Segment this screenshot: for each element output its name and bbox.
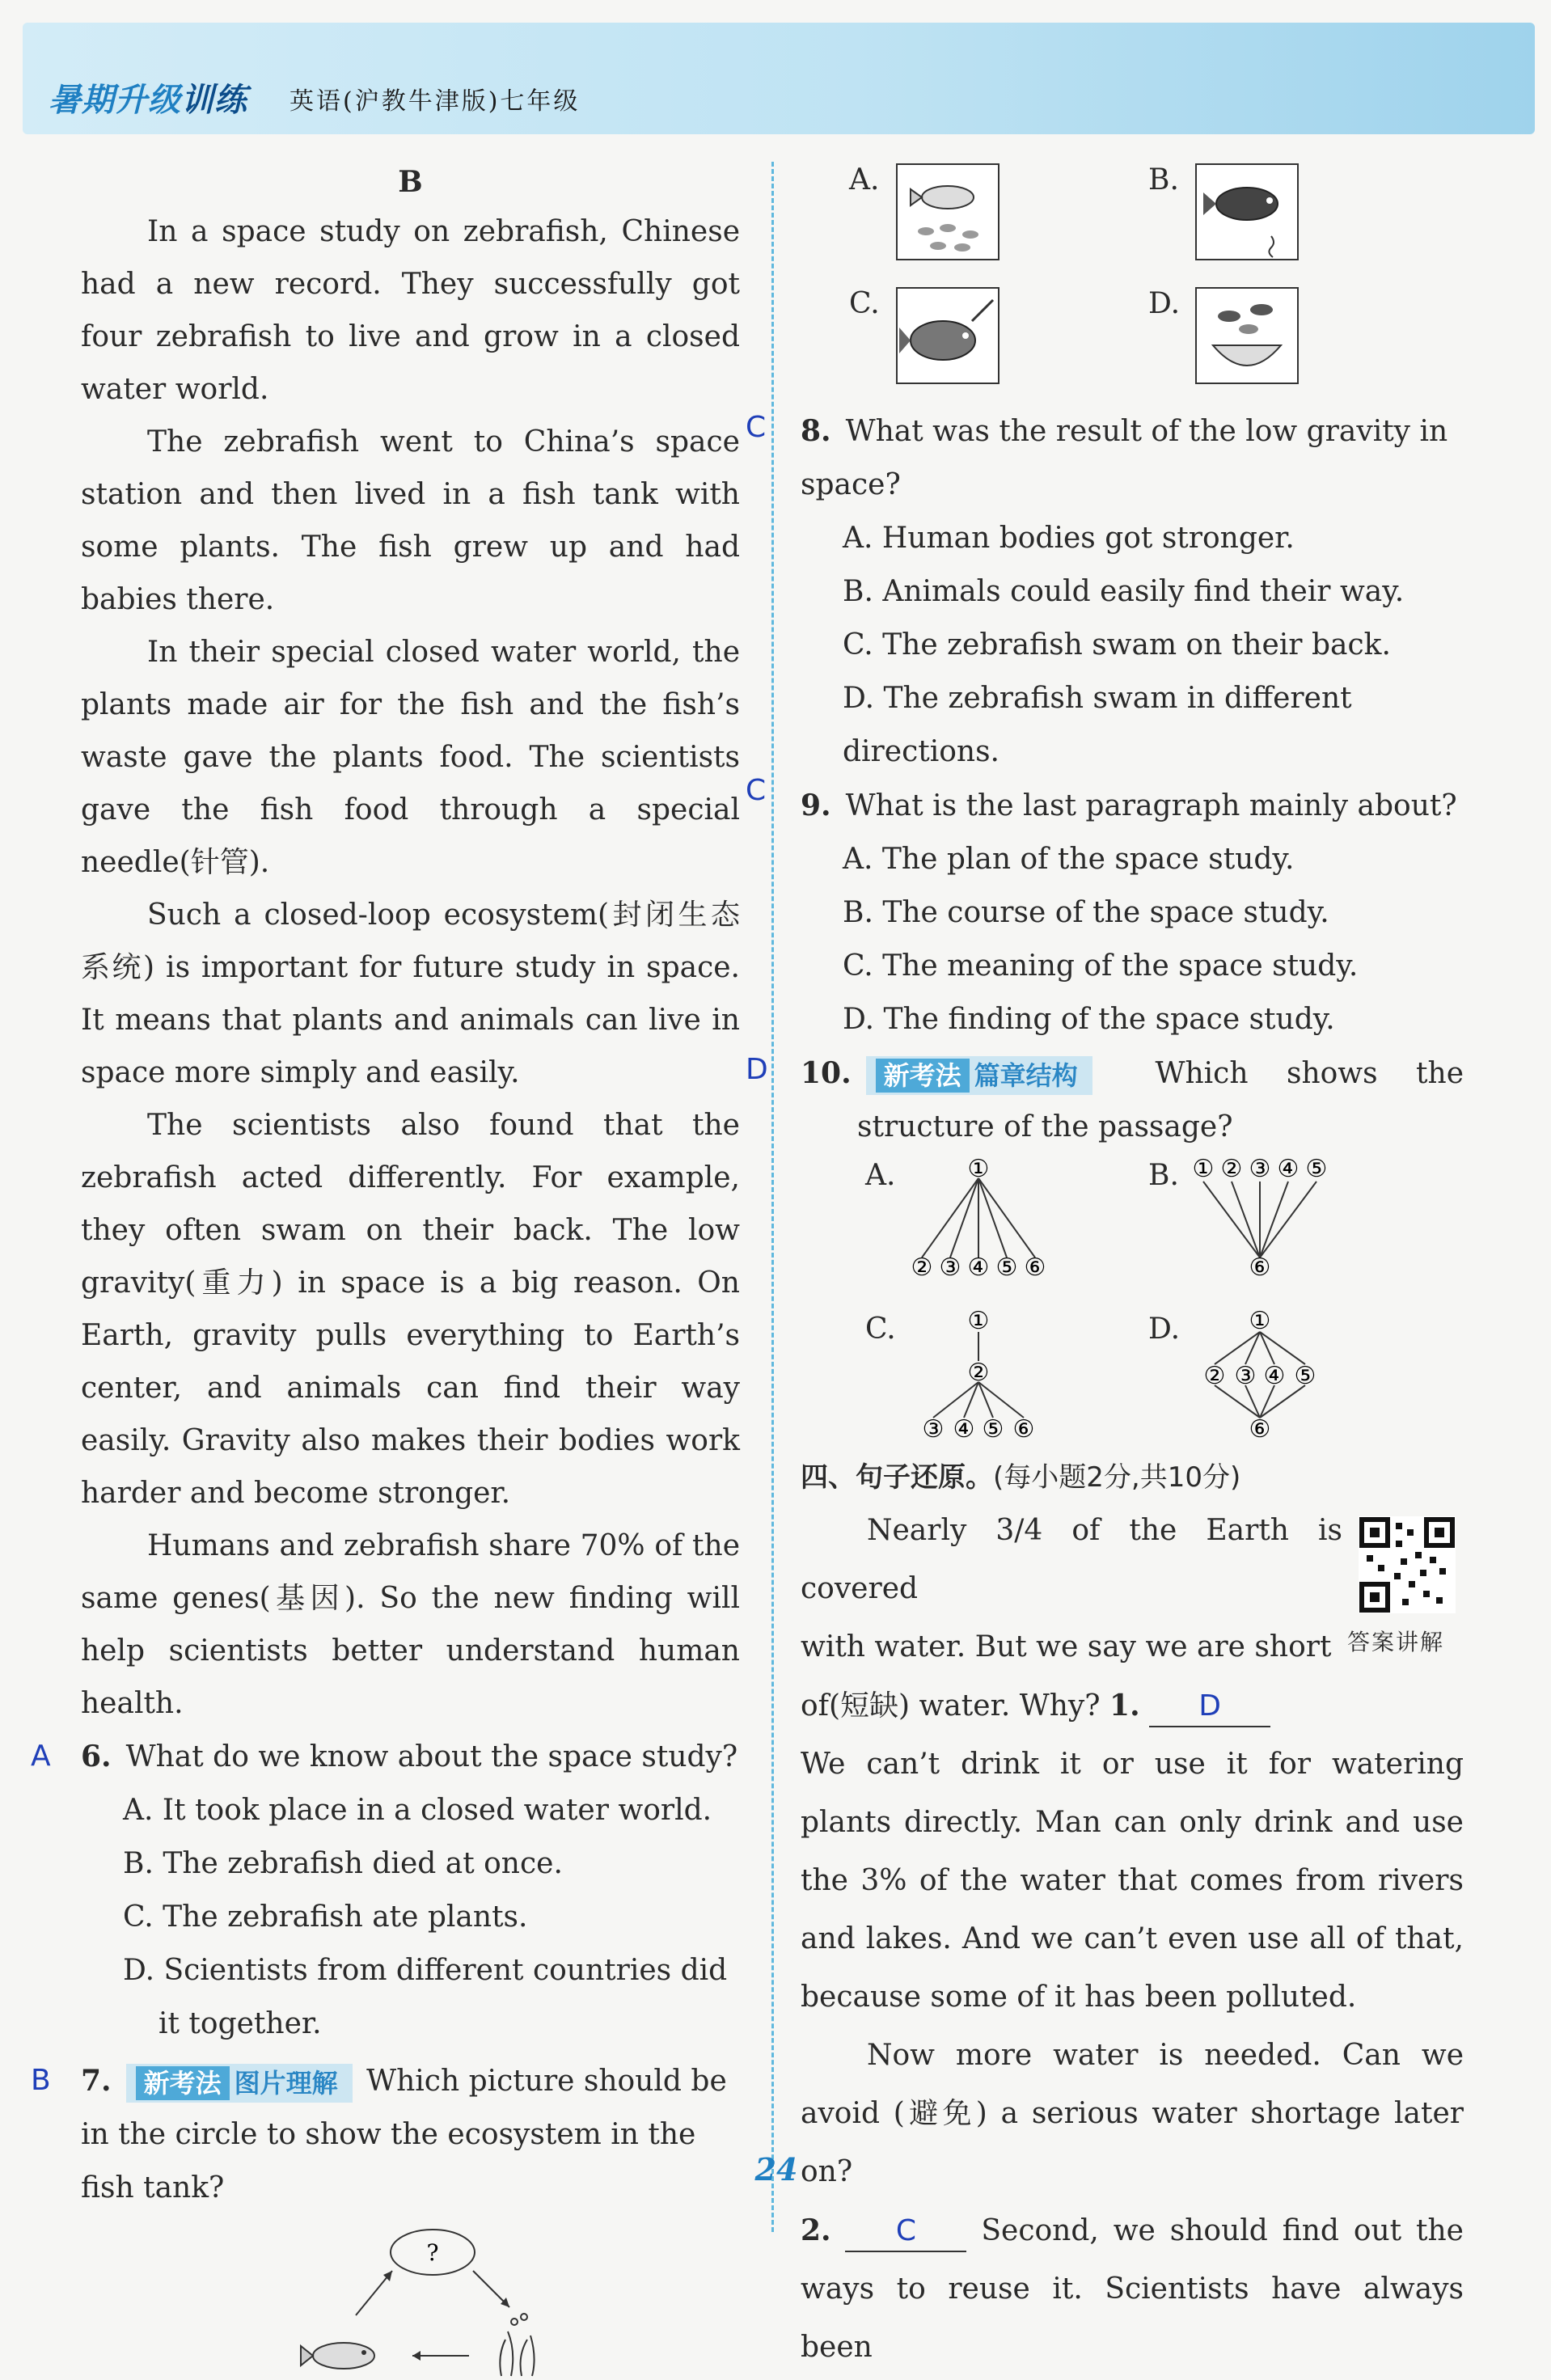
q9-number: 9.	[801, 788, 831, 822]
section-4-heading: 四、句子还原。	[801, 1461, 993, 1494]
q7-option-d-label: D.	[1148, 287, 1181, 320]
fish-school-image	[896, 163, 999, 260]
structure-b-diagram	[1187, 1154, 1333, 1283]
q8-option-d: D. The zebrafish swam in different directions.	[843, 682, 1352, 768]
q9-option-b: B. The course of the space study.	[843, 896, 1329, 929]
q8-option-a: A. Human bodies got stronger.	[843, 522, 1295, 555]
arrow-head	[412, 2351, 421, 2361]
node: ①	[967, 1155, 990, 1183]
node: ④	[1263, 1362, 1286, 1390]
node: ⑤	[1294, 1362, 1316, 1390]
q10-number: 10.	[801, 1056, 852, 1090]
q9-option-d: D. The finding of the space study.	[843, 1003, 1335, 1036]
q10-text-part1: Which shows the	[1155, 1056, 1464, 1090]
s4-line-3-text: of(短缺) water. Why?	[801, 1689, 1101, 1723]
s4-paragraph-1-rest: We can’t drink it or use it for watering plants directly. Man can only drink and use the 3% of the water that comes from rivers and lakes. And we can’t even use all of that, because some of it has been polluted.	[801, 1748, 1464, 2014]
question-8	[746, 404, 1464, 779]
question-7	[31, 2054, 740, 2380]
dark-fish-icon	[1197, 165, 1297, 259]
node: ④	[967, 1253, 990, 1282]
passage-paragraph-4: Such a closed-loop ecosystem(封闭生态系统) is important for future study in space. It means that plants and animals can live in space more simply and easily.	[81, 898, 740, 1089]
blank-2[interactable]: C	[845, 2215, 966, 2252]
section-4-note: (每小题2分,共10分)	[993, 1461, 1241, 1494]
passage-paragraph-2: The zebrafish went to China’s space station and then lived in a fish tank with some plants. The fish grew up and had babies there.	[81, 425, 740, 616]
node: ②	[1203, 1362, 1226, 1390]
qr-caption: 答案讲解	[1347, 1629, 1445, 1655]
q6-option-a: A. It took place in a closed water world.	[123, 1794, 712, 1827]
node: ②	[967, 1359, 990, 1387]
plant-icon	[500, 2314, 534, 2376]
answer-10: D	[746, 1053, 768, 1086]
q8-number: 8.	[801, 414, 831, 448]
node: ⑤	[995, 1253, 1018, 1282]
fish-bowl-icon	[1197, 289, 1297, 383]
section-4	[801, 1453, 1464, 2377]
brand-logo	[49, 74, 247, 120]
q10-option-b-label: B.	[1148, 1159, 1179, 1192]
passage-paragraph-3: In their special closed water world, the plants made air for the fish and the fish’s waste gave the plants food. The scientists gave the fish food through a special needle(针管).	[81, 636, 740, 879]
question-10	[746, 1046, 1464, 1453]
q7-option-c-label: C.	[849, 287, 880, 320]
brand-part2: 训练	[181, 82, 247, 119]
passage-paragraph-5: The scientists also found that the zebrafish acted differently. For example, they often swam on their back. The low gravity(重力) in space is a big reason. On Earth, gravity pulls everything to Earth’s center, and animals can find their way easily. Gravity also makes their bodies work harder and become stronger.	[81, 1109, 740, 1510]
structure-c-diagram	[906, 1306, 1051, 1444]
node: ①	[1192, 1155, 1215, 1183]
q8-text: What was the result of the low gravity in space?	[801, 415, 1448, 501]
q9-option-c: C. The meaning of the space study.	[843, 949, 1359, 983]
fish-bowl-image	[1195, 287, 1299, 384]
q10-option-a-label: A.	[865, 1159, 896, 1192]
q10-badge	[866, 1056, 1092, 1095]
blank-1[interactable]: D	[1149, 1690, 1270, 1727]
answer-8: C	[746, 411, 767, 444]
node: ④	[1277, 1155, 1300, 1183]
node: ①	[1249, 1307, 1271, 1335]
question-6	[31, 1730, 740, 2051]
s4-line-2: with water. But we say we are short	[801, 1630, 1332, 1663]
q10-badge-type: 篇章结构	[974, 1060, 1078, 1091]
column-divider	[771, 162, 774, 2232]
q8-option-b: B. Animals could easily find their way.	[843, 575, 1405, 608]
page-header	[23, 23, 1535, 134]
answer-6: A	[31, 1740, 51, 1773]
node: ③	[1234, 1362, 1257, 1390]
q7-option-a-label: A.	[849, 163, 880, 197]
book-subtitle: 英语(沪教牛津版)七年级	[289, 87, 581, 116]
passage-paragraph-6: Humans and zebrafish share 70% of the same genes(基因). So the new finding will help scientists better understand human health.	[81, 1529, 740, 1720]
section-4-title	[801, 1453, 1464, 1502]
q9-text: What is the last paragraph mainly about?	[845, 789, 1457, 822]
q7-option-b-label: B.	[1148, 163, 1179, 197]
structure-a-diagram	[906, 1154, 1051, 1283]
page-number: 24	[754, 2151, 798, 2188]
answer-7: B	[31, 2064, 51, 2097]
q7-badge-new: 新考法	[136, 2066, 230, 2100]
q6-option-c: C. The zebrafish ate plants.	[123, 1900, 528, 1934]
q9-option-a: A. The plan of the space study.	[843, 843, 1295, 876]
node: ⑥	[1249, 1415, 1271, 1444]
q6-option-b: B. The zebrafish died at once.	[123, 1847, 563, 1880]
fish-feeding-image	[896, 287, 999, 384]
q7-picture-options	[801, 162, 1464, 404]
node: ④	[953, 1415, 975, 1444]
s4-line-1: Nearly 3/4 of the Earth is covered	[801, 1514, 1342, 1605]
cycle-question-mark: ?	[426, 2239, 439, 2266]
q7-text: Which picture should be in the circle to show the ecosystem in the fish tank?	[81, 2065, 727, 2205]
answer-9: C	[746, 774, 767, 807]
node: ③	[922, 1415, 945, 1444]
question-9	[746, 774, 1464, 1046]
passage-title: B	[398, 165, 423, 199]
node: ③	[1249, 1155, 1271, 1183]
q6-option-d: D. Scientists from different countries did it together.	[123, 1954, 728, 2040]
q7-number: 7.	[81, 2064, 112, 2098]
q10-option-c-label: C.	[865, 1313, 896, 1346]
qr-code-icon[interactable]	[1359, 1516, 1456, 1613]
node: ⑥	[1012, 1415, 1035, 1444]
q10-structure-options	[801, 1154, 1464, 1453]
q6-number: 6.	[81, 1740, 112, 1773]
q10-text-part2: structure of the passage?	[857, 1110, 1233, 1143]
s4-line-blank-2	[801, 2201, 1464, 2377]
node: ②	[911, 1253, 933, 1282]
node: ②	[1220, 1155, 1243, 1183]
node: ⑤	[982, 1415, 1004, 1444]
q6-text: What do we know about the space study?	[125, 1740, 738, 1773]
node: ⑤	[1305, 1155, 1328, 1183]
s4-paragraph-2: Now more water is needed. Can we avoid (避免) a serious water shortage later on?	[801, 2039, 1464, 2188]
q8-option-c: C. The zebrafish swam on their back.	[843, 628, 1391, 662]
structure-d-diagram	[1187, 1306, 1333, 1444]
fish-icon	[301, 2343, 374, 2369]
node: ⑥	[1249, 1253, 1271, 1282]
blank-1-number: 1.	[1109, 1689, 1140, 1723]
s4-line-3	[801, 1676, 1342, 1735]
single-fish-image	[1195, 163, 1299, 260]
brand-part1: 暑期升级	[49, 82, 181, 119]
ecosystem-cycle-diagram	[299, 2226, 590, 2380]
node: ⑥	[1024, 1253, 1046, 1282]
s4-paragraph-2-rest: Second, we should find out the ways to reuse it. Scientists have always been	[801, 2214, 1464, 2364]
fish-needle-icon	[898, 289, 998, 383]
passage-paragraph-1: In a space study on zebrafish, Chinese had a new record. They successfully got four zebrafish to live and grow in a closed water world.	[81, 215, 740, 406]
fish-school-icon	[898, 165, 998, 259]
q7-badge	[126, 2064, 353, 2103]
q10-badge-new: 新考法	[876, 1059, 970, 1093]
node: ①	[967, 1307, 990, 1335]
blank-2-number: 2.	[801, 2213, 831, 2247]
left-column	[31, 162, 740, 2380]
node: ③	[939, 1253, 961, 1282]
q10-option-d-label: D.	[1148, 1313, 1181, 1346]
q7-badge-type: 图片理解	[234, 2068, 338, 2099]
